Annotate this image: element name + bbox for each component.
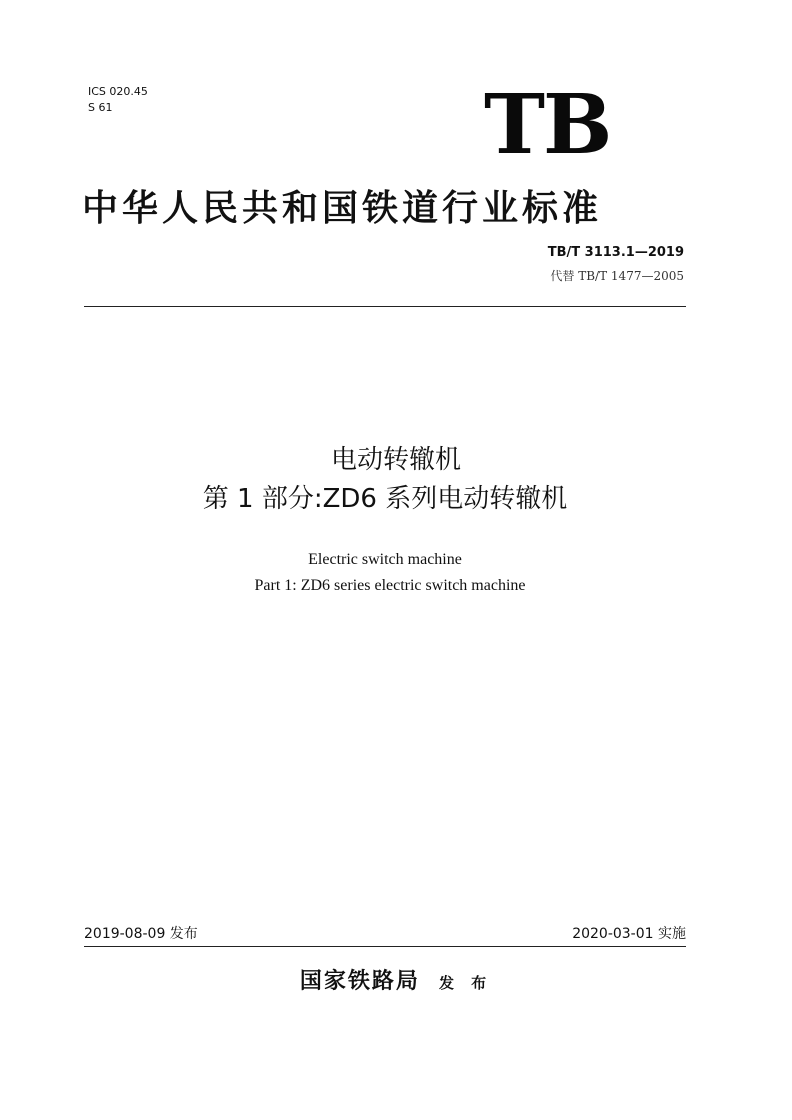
replaces-standard: 代替 TB/T 1477—2005 <box>550 269 684 283</box>
implementation-date: 2020-03-01 实施 <box>572 926 686 942</box>
standard-code: TB/T 3113.1—2019 <box>547 245 684 260</box>
chinese-title-main: 电动转辙机 <box>330 445 461 475</box>
publisher-name: 国家铁路局 <box>299 968 420 994</box>
tb-logo: TB <box>484 77 611 173</box>
issue-date: 2019-08-09 发布 <box>84 926 198 942</box>
ccs-code: S 61 <box>88 101 113 114</box>
publisher-line <box>0 964 792 1000</box>
english-title-main: Electric switch machine <box>308 551 462 568</box>
top-divider <box>84 306 686 307</box>
publish-label: 发 布 <box>438 974 493 992</box>
standard-category-title: 中华人民共和国铁道行业标准 <box>82 187 603 229</box>
chinese-title-part: 第 1 部分:ZD6 系列电动转辙机 <box>202 484 568 514</box>
english-title-part: Part 1: ZD6 series electric switch machine <box>254 577 526 594</box>
bottom-divider <box>84 946 686 947</box>
classification-codes <box>88 84 148 116</box>
ics-code: ICS 020.45 <box>88 85 148 98</box>
